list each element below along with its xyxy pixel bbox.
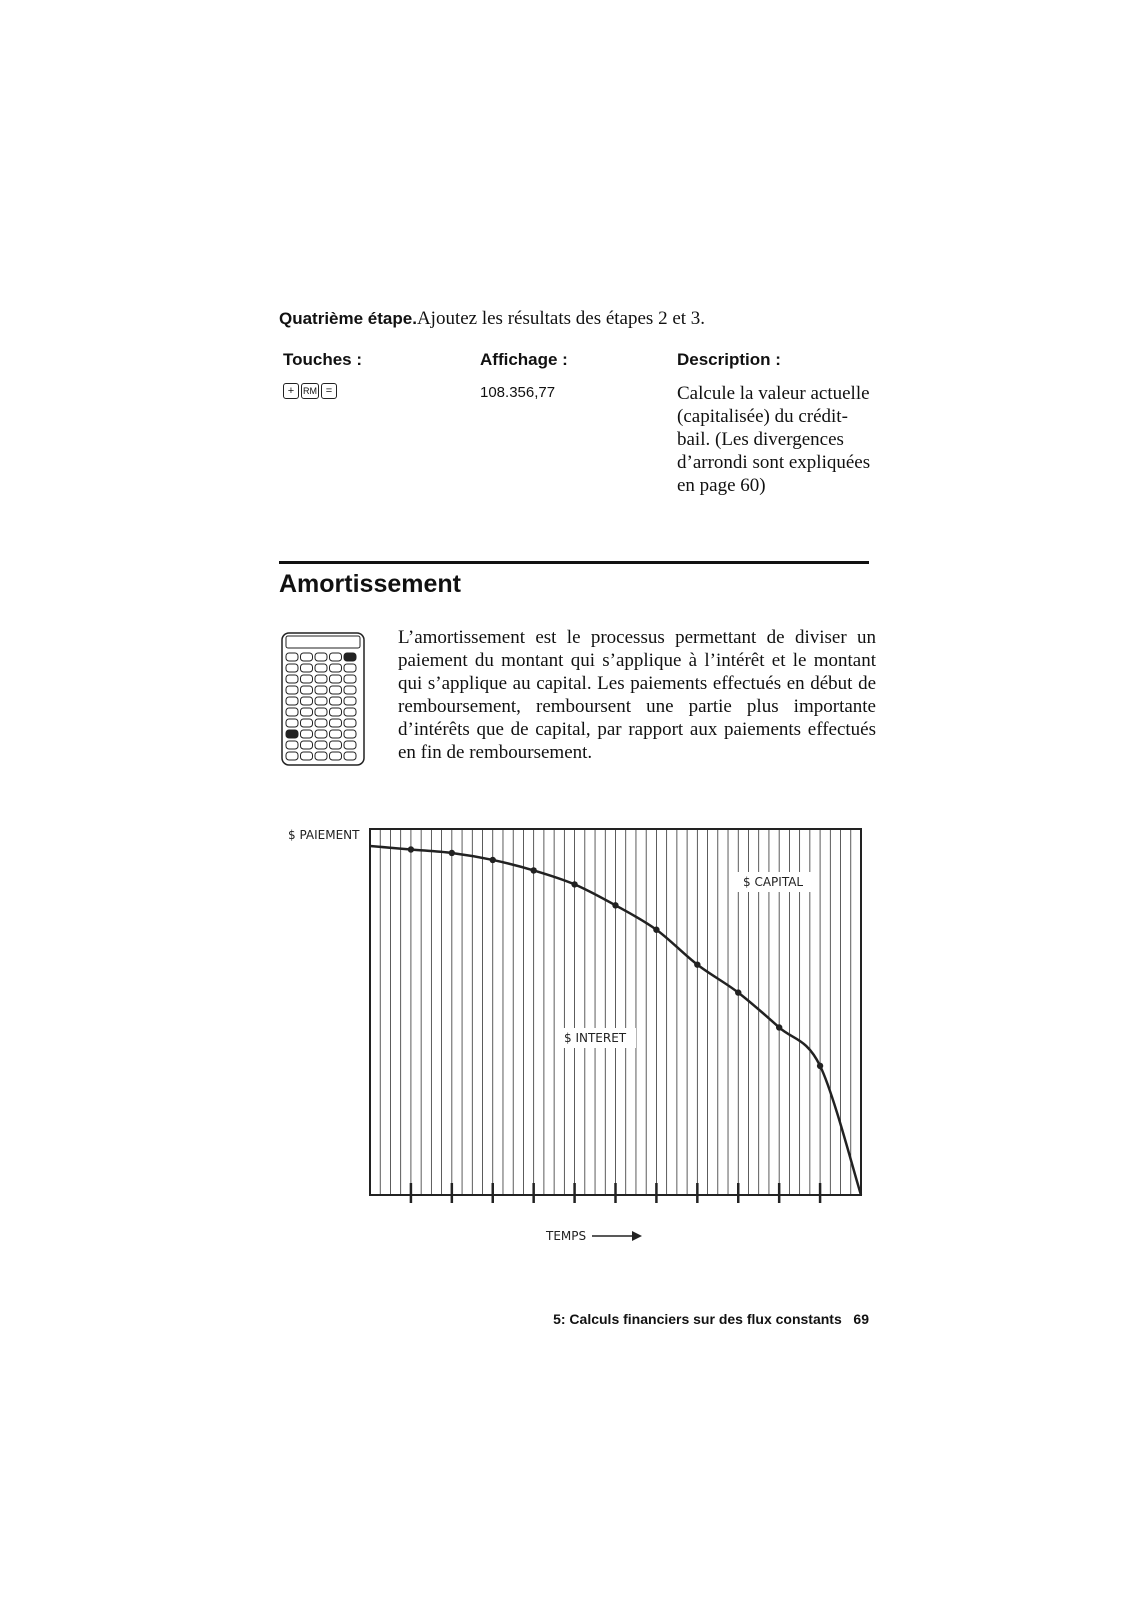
header-display: Affichage : bbox=[480, 350, 568, 369]
key-sequence bbox=[283, 383, 337, 399]
curve-point bbox=[612, 902, 618, 908]
curve-point bbox=[694, 961, 700, 967]
curve-point bbox=[735, 989, 741, 995]
header-keys: Touches : bbox=[283, 350, 363, 369]
display-value: 108.356,77 bbox=[480, 384, 556, 401]
rm-key-icon: RM bbox=[301, 383, 319, 399]
curve-point bbox=[653, 927, 659, 933]
section-rule bbox=[279, 561, 869, 564]
curve-point bbox=[530, 867, 536, 873]
page-number: 69 bbox=[853, 1311, 869, 1327]
amortization-paragraph: L’amortissement est le processus permettant de diviser un paiement du montant qui s’applique à l’intérêt et le montant qui s’applique au capital. Les paiements effectués en début de remboursement, remboursent une partie plus importante d’intérêts que de capital, par rapport aux paiements effectués en fin de remboursement. bbox=[398, 627, 876, 763]
header-description: Description : bbox=[677, 350, 781, 369]
footer-chapter: 5: Calculs financiers sur des flux constants bbox=[553, 1311, 842, 1327]
curve-point bbox=[408, 846, 414, 852]
arrow-right-icon bbox=[592, 1231, 642, 1241]
capital-label: $ CAPITAL bbox=[743, 875, 804, 889]
page-footer bbox=[553, 1311, 869, 1327]
calculator-icon bbox=[281, 632, 365, 771]
section-title: Amortissement bbox=[279, 570, 461, 598]
step-heading bbox=[279, 308, 705, 330]
curve-point bbox=[776, 1024, 782, 1030]
curve-point bbox=[817, 1063, 823, 1069]
interest-label: $ INTERET bbox=[564, 1031, 627, 1045]
description-text: Calcule la valeur actuelle (capitalisée) du crédit-bail. (Les divergences d’arrondi sont expliquées en page 60) bbox=[677, 383, 871, 496]
plus-key-icon: + bbox=[283, 383, 299, 399]
curve-point bbox=[449, 850, 455, 856]
curve-point bbox=[571, 881, 577, 887]
amortization-chart bbox=[280, 816, 870, 1266]
curve-point bbox=[490, 857, 496, 863]
equals-key-icon: = bbox=[321, 383, 337, 399]
step-text: Ajoutez les résultats des étapes 2 et 3. bbox=[416, 308, 706, 329]
step-label: Quatrième étape. bbox=[279, 309, 417, 328]
x-axis-label: TEMPS bbox=[546, 1229, 587, 1243]
y-axis-label: $ PAIEMENT bbox=[288, 828, 360, 842]
